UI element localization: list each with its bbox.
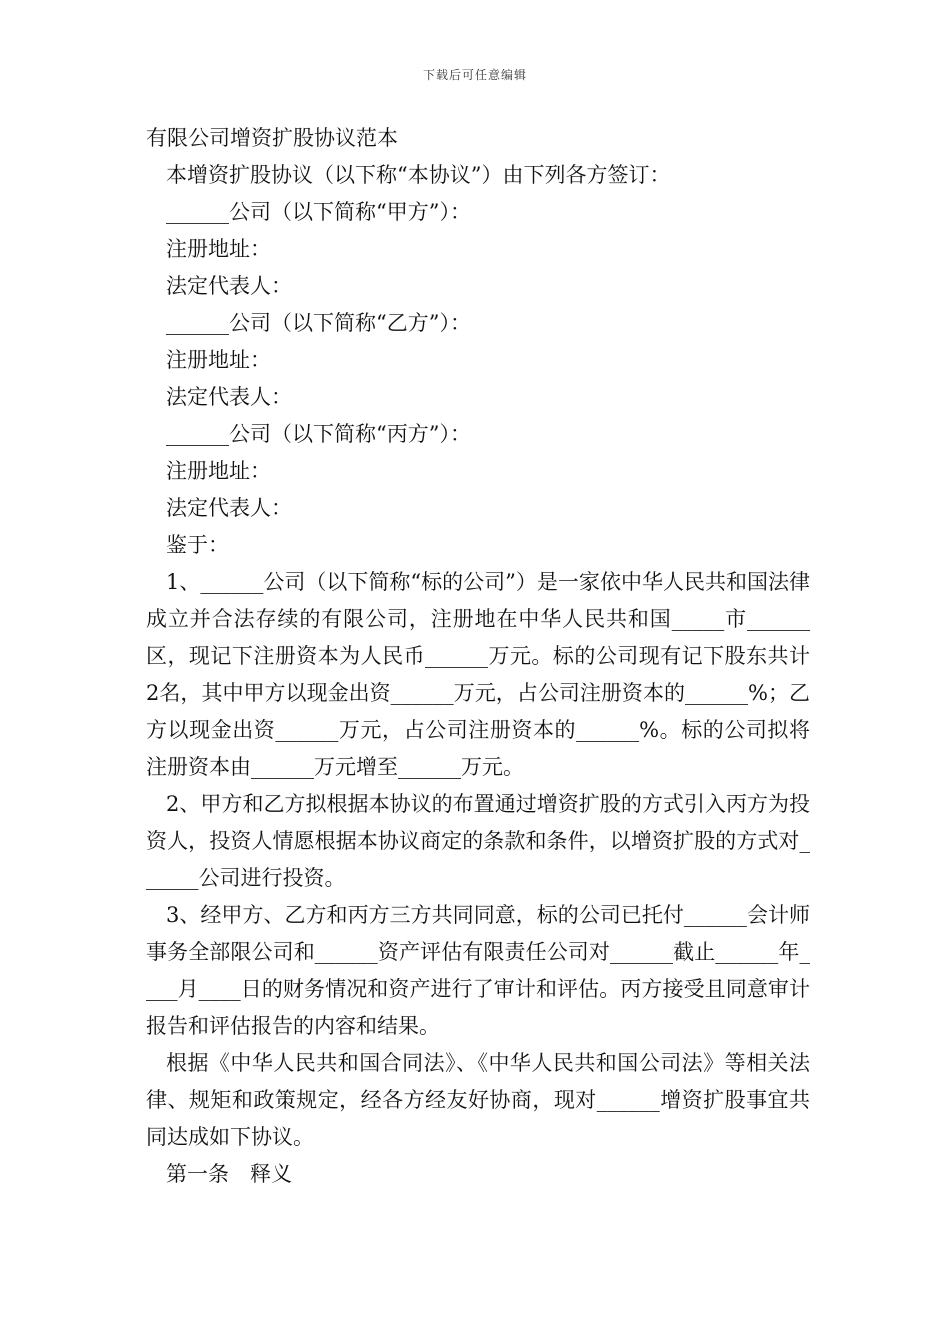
party-a-address: 注册地址： — [166, 237, 271, 261]
party-c-representative: 法定代表人： — [166, 496, 292, 520]
party-a-company: ______公司（以下简称“甲方”）： — [166, 200, 471, 224]
article-1-heading: 第一条 释义 — [166, 1162, 292, 1186]
whereas-heading: 鉴于： — [166, 533, 229, 557]
header-note: 下载后可任意编辑 — [422, 68, 527, 82]
party-c-company: ______公司（以下简称“丙方”）： — [166, 422, 471, 446]
party-c-address: 注册地址： — [166, 459, 271, 483]
intro-line: 本增资扩股协议（以下称“本协议”）由下列各方签订： — [166, 163, 671, 187]
party-b-company: ______公司（以下简称“乙方”）： — [166, 311, 471, 335]
party-b-address: 注册地址： — [166, 348, 271, 372]
basis-paragraph: 根据《中华人民共和国合同法》、《中华人民共和国公司法》等相关法律、规矩和政策规定，经各方经友好协商，现对______增资扩股事宜共同达成如下协议。 — [146, 1051, 810, 1149]
party-b-representative: 法定代表人： — [166, 385, 292, 409]
clause-1: 1、______公司（以下简称“标的公司”）是一家依中华人民共和国法律成立并合法存续的有限公司，注册地在中华人民共和国_____市______区，现记下注册资本为人民币______万元。标的公司现有记下股东共计2名，其中甲方以现金出资______万元，占公司注册资本的______%；乙方以现金出资______万元，占公司注册资本的______%。标的公司拟将注册资本由______万元增至______万元。 — [146, 570, 810, 779]
document-body — [146, 120, 810, 1193]
clause-2: 2、甲方和乙方拟根据本协议的布置通过增资扩股的方式引入丙方为投资人，投资人情愿根据本协议商定的条款和条件，以增资扩股的方式对______公司进行投资。 — [146, 792, 810, 890]
party-a-representative: 法定代表人： — [166, 274, 292, 298]
document-title: 有限公司增资扩股协议范本 — [146, 126, 398, 150]
clause-3: 3、经甲方、乙方和丙方三方共同同意，标的公司已托付______会计师事务全部限公司和______资产评估有限责任公司对______截止______年____月____日的财务情况和资产进行了审计和评估。丙方接受且同意审计报告和评估报告的内容和结果。 — [146, 903, 810, 1038]
